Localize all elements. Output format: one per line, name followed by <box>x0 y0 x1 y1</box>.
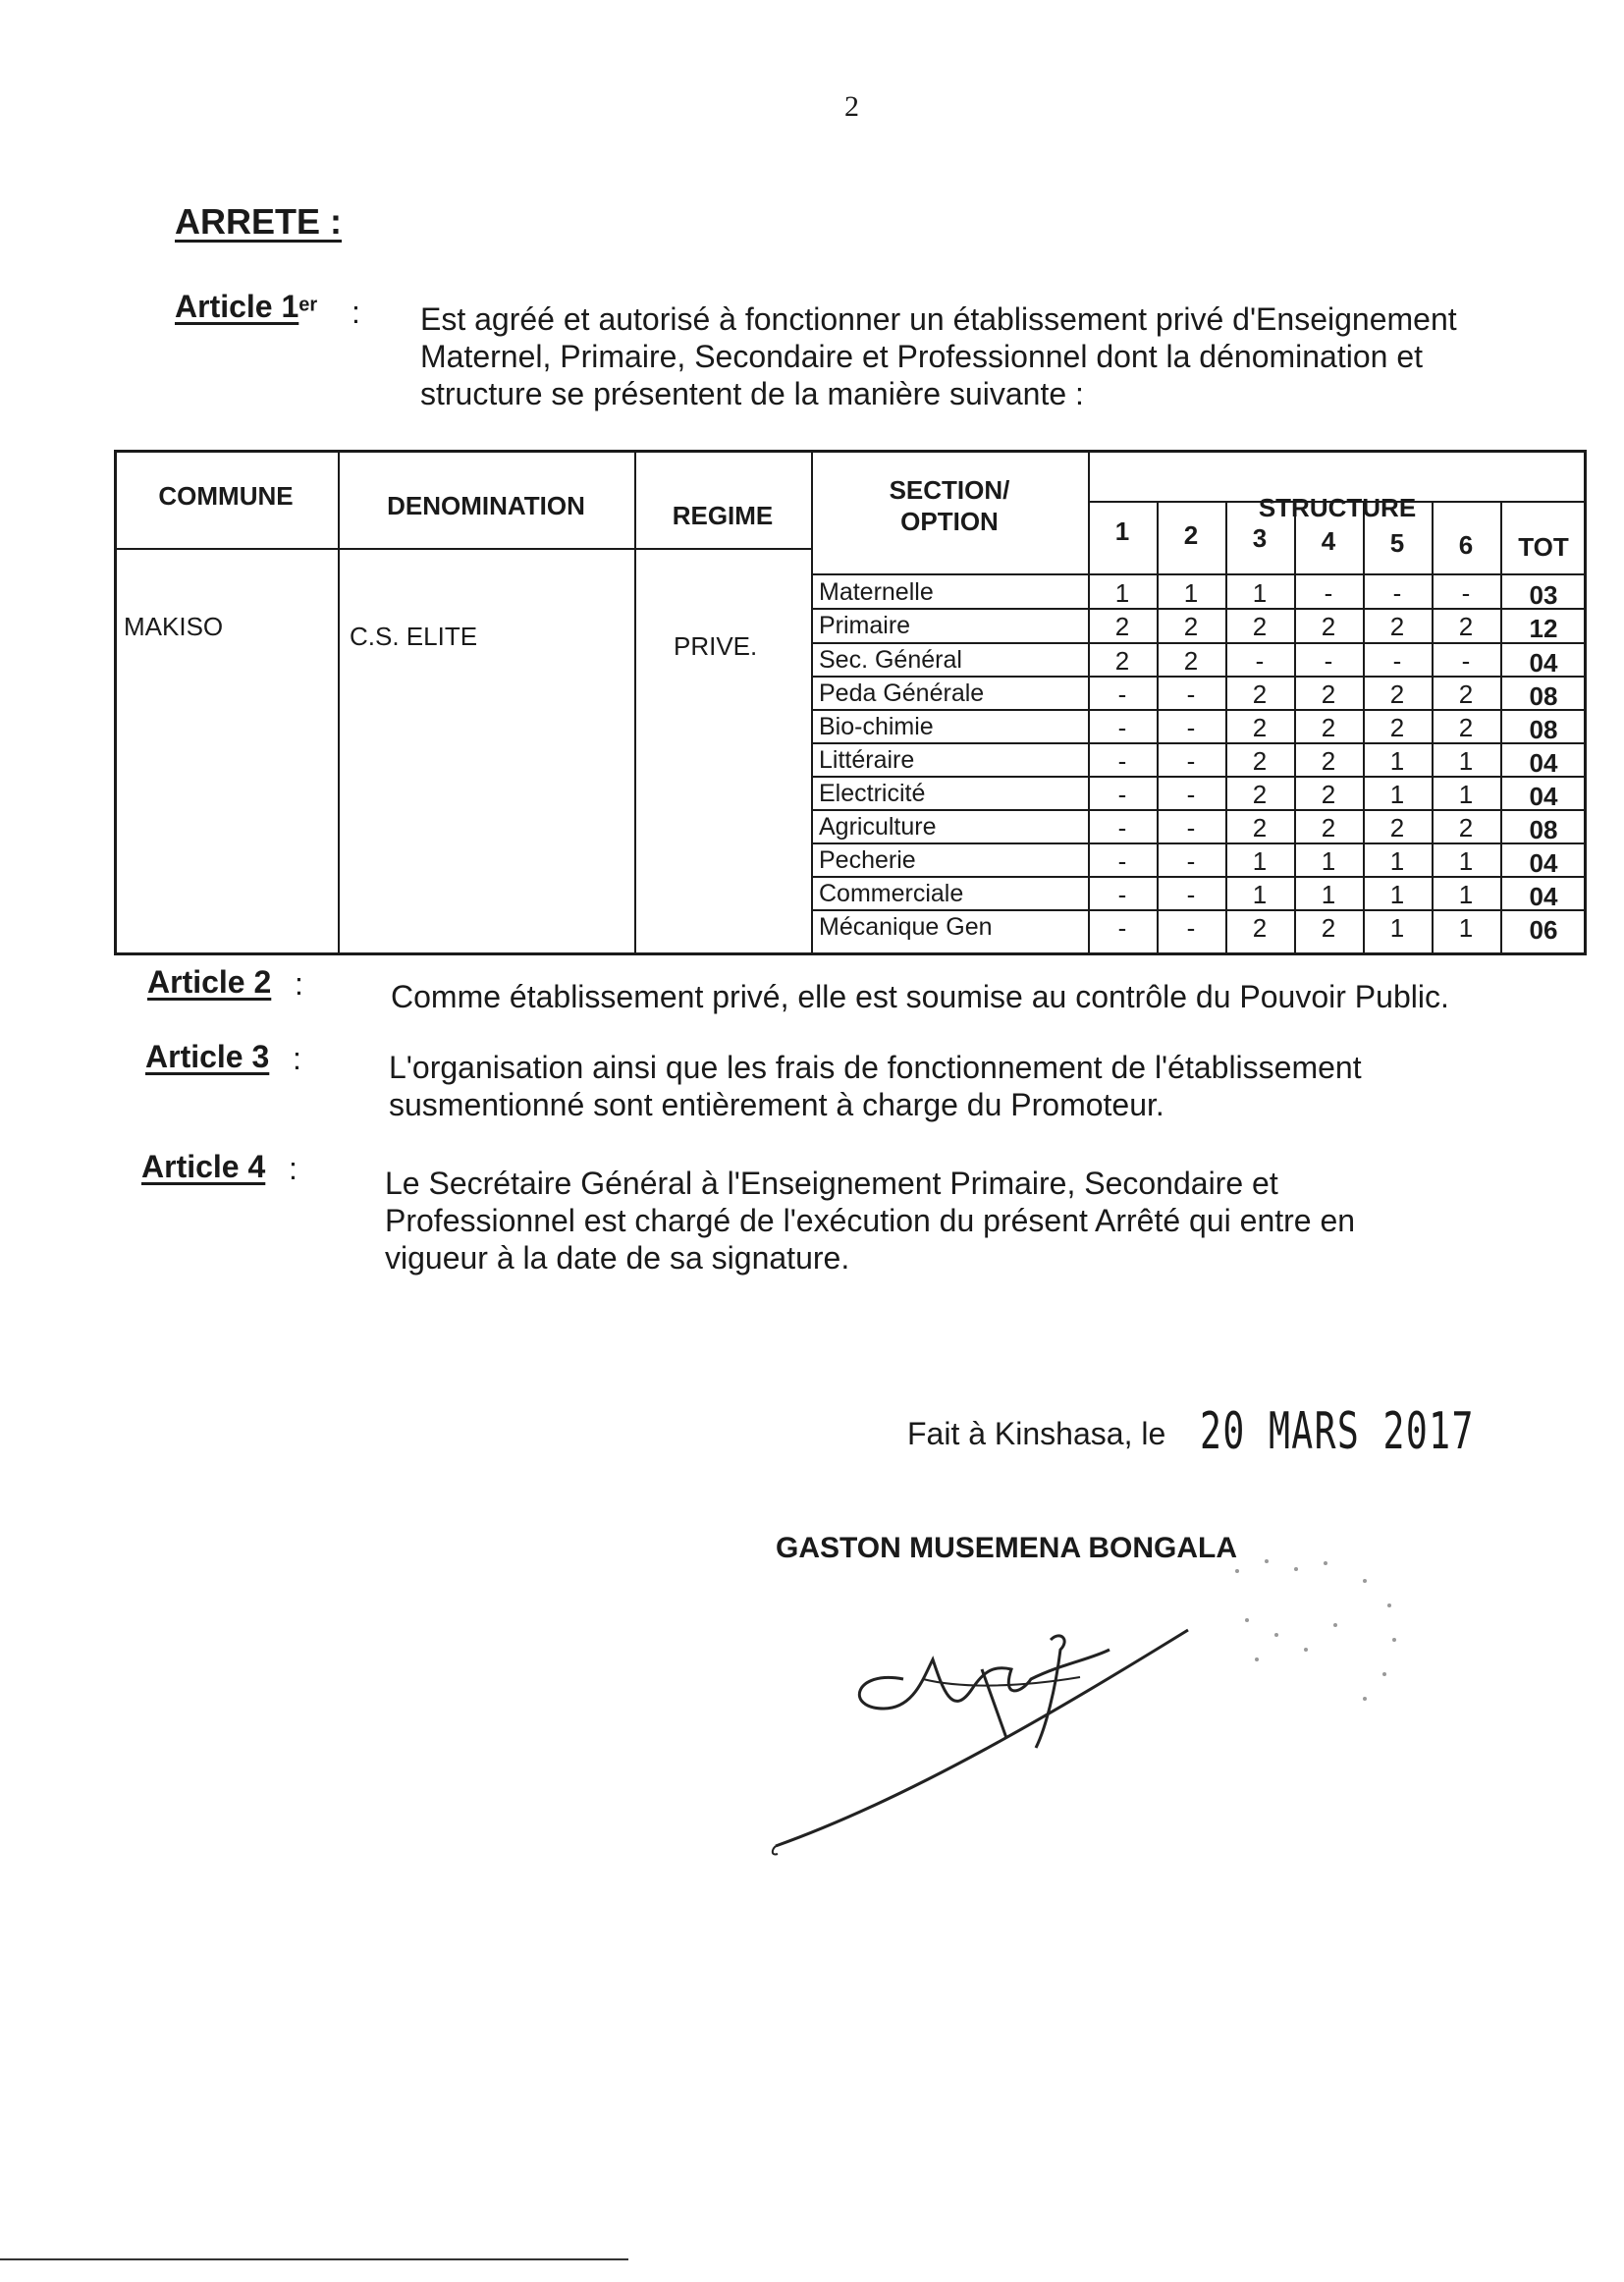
header-year: 1 <box>1114 516 1130 546</box>
year-cell: 2 <box>1458 679 1474 709</box>
year-cell: 2 <box>1458 713 1474 742</box>
article-2-colon: : <box>295 966 303 1002</box>
article-2-label: Article 2 <box>147 964 272 1000</box>
article-2-text <box>391 978 1500 1015</box>
article-1-colon: : <box>352 295 360 330</box>
article-3-colon: : <box>293 1041 301 1076</box>
year-cell: 1 <box>1389 746 1405 776</box>
year-cell: 2 <box>1321 746 1336 776</box>
year-cell: 1 <box>1252 578 1268 608</box>
article-1-line: Maternel, Primaire, Secondaire et Professionnel dont la dénomination et <box>420 339 1424 374</box>
scan-edge-line <box>0 2258 628 2260</box>
year-cell: 2 <box>1321 713 1336 742</box>
signoff-date: 20 MARS 2017 <box>1200 1402 1475 1461</box>
year-cell: 1 <box>1252 846 1268 876</box>
year-cell: 2 <box>1389 713 1405 742</box>
signoff-place: Fait à Kinshasa, le <box>907 1416 1166 1451</box>
year-cell: 2 <box>1252 913 1268 943</box>
article-3-text <box>389 1049 1494 1123</box>
year-cell: 1 <box>1252 880 1268 909</box>
decree-heading: ARRETE : <box>175 201 342 242</box>
article-3-line: L'organisation ainsi que les frais de fonctionnement de l'établissement <box>389 1050 1362 1085</box>
year-cell: - <box>1186 813 1196 842</box>
year-cell: 2 <box>1252 780 1268 809</box>
article-4-line: Professionnel est chargé de l'exécution du présent Arrêté qui entre en <box>385 1203 1356 1238</box>
article-4-line: Le Secrétaire Général à l'Enseignement Primaire, Secondaire et <box>385 1166 1278 1201</box>
article-3-line: susmentionné sont entièrement à charge du Promoteur. <box>389 1087 1164 1122</box>
option-label: Commerciale <box>819 880 964 907</box>
year-cell: 2 <box>1114 612 1130 641</box>
year-cell: 2 <box>1389 612 1405 641</box>
year-cell: 1 <box>1183 578 1199 608</box>
year-cell: 1 <box>1321 846 1336 876</box>
year-cell: 2 <box>1389 813 1405 842</box>
year-cell: - <box>1117 746 1127 776</box>
option-label: Mécanique Gen <box>819 913 993 941</box>
cell-regime: PRIVE. <box>674 631 758 661</box>
option-label: Peda Générale <box>819 679 985 707</box>
cell-denomination: C.S. ELITE <box>350 622 478 651</box>
option-label: Primaire <box>819 612 911 639</box>
year-cell: - <box>1117 846 1127 876</box>
year-cell: - <box>1117 913 1127 943</box>
header-structure: STRUCTURE <box>1258 493 1417 522</box>
year-cell: 2 <box>1252 813 1268 842</box>
year-cell: 1 <box>1114 578 1130 608</box>
year-cell: - <box>1117 713 1127 742</box>
year-cell: - <box>1186 746 1196 776</box>
article-1-label-wrap <box>175 289 317 325</box>
cell-commune: MAKISO <box>124 612 224 641</box>
year-cell: 1 <box>1321 880 1336 909</box>
article-1-line: Est agréé et autorisé à fonctionner un établissement privé d'Enseignement <box>420 301 1457 337</box>
option-label: Littéraire <box>819 746 915 774</box>
year-cell: - <box>1461 646 1471 676</box>
year-cell: 2 <box>1321 679 1336 709</box>
structure-table <box>114 450 1587 955</box>
year-cell: 1 <box>1389 780 1405 809</box>
year-cell: 2 <box>1252 713 1268 742</box>
total-cell: 08 <box>1529 815 1558 844</box>
year-cell: 2 <box>1252 612 1268 641</box>
year-cell: 2 <box>1321 813 1336 842</box>
total-cell: 08 <box>1529 681 1558 711</box>
article-4-line: vigueur à la date de sa signature. <box>385 1240 850 1276</box>
year-cell: - <box>1117 679 1127 709</box>
option-label: Bio-chimie <box>819 713 934 740</box>
year-cell: 1 <box>1389 880 1405 909</box>
year-cell: - <box>1255 646 1265 676</box>
total-cell: 04 <box>1529 882 1558 911</box>
year-cell: - <box>1392 646 1402 676</box>
header-commune: COMMUNE <box>158 481 294 511</box>
header-year: 2 <box>1183 520 1199 550</box>
option-label: Agriculture <box>819 813 937 841</box>
header-option: OPTION <box>900 507 999 536</box>
year-cell: 1 <box>1389 846 1405 876</box>
header-year: 4 <box>1321 526 1336 556</box>
year-cell: - <box>1186 780 1196 809</box>
page-number: 2 <box>844 90 859 123</box>
year-cell: 1 <box>1458 846 1474 876</box>
article-4-colon: : <box>289 1151 298 1186</box>
article-3-label: Article 3 <box>145 1039 270 1074</box>
year-cell: - <box>1186 846 1196 876</box>
year-cell: 1 <box>1458 746 1474 776</box>
article-4-label: Article 4 <box>141 1149 266 1184</box>
total-cell: 03 <box>1529 580 1558 610</box>
header-regime: REGIME <box>672 501 774 530</box>
year-cell: 2 <box>1252 746 1268 776</box>
year-cell: 2 <box>1114 646 1130 676</box>
year-cell: 2 <box>1458 813 1474 842</box>
year-cell: - <box>1461 578 1471 608</box>
total-cell: 04 <box>1529 782 1558 811</box>
total-cell: 12 <box>1529 614 1558 643</box>
year-cell: 1 <box>1458 780 1474 809</box>
year-cell: 1 <box>1458 913 1474 943</box>
article-1-line: structure se présentent de la manière suivante : <box>420 376 1084 411</box>
signer-name: GASTON MUSEMENA BONGALA <box>776 1532 1238 1564</box>
year-cell: 2 <box>1389 679 1405 709</box>
total-cell: 04 <box>1529 848 1558 878</box>
year-cell: 2 <box>1183 646 1199 676</box>
option-label: Pecherie <box>819 846 916 874</box>
header-year: 3 <box>1252 523 1268 553</box>
year-cell: - <box>1392 578 1402 608</box>
article-1-text <box>420 300 1540 412</box>
year-cell: - <box>1186 913 1196 943</box>
header-section: SECTION/ <box>889 475 1010 505</box>
year-cell: 2 <box>1183 612 1199 641</box>
total-cell: 04 <box>1529 748 1558 778</box>
year-cell: - <box>1186 713 1196 742</box>
total-cell: 08 <box>1529 715 1558 744</box>
year-cell: - <box>1186 679 1196 709</box>
article-4-text <box>385 1165 1492 1277</box>
year-cell: 1 <box>1389 913 1405 943</box>
year-cell: - <box>1117 880 1127 909</box>
total-cell: 06 <box>1529 915 1558 945</box>
article-1-sup: er <box>298 294 318 316</box>
article-1-label: Article 1 <box>175 289 299 324</box>
header-total: TOT <box>1518 532 1569 562</box>
article-2-line: Comme établissement privé, elle est soumise au contrôle du Pouvoir Public. <box>391 979 1449 1014</box>
year-cell: - <box>1117 780 1127 809</box>
year-cell: 2 <box>1252 679 1268 709</box>
total-cell: 04 <box>1529 648 1558 678</box>
year-cell: - <box>1186 880 1196 909</box>
header-year: 5 <box>1389 528 1405 558</box>
option-label: Electricité <box>819 780 926 807</box>
year-cell: - <box>1117 813 1127 842</box>
year-cell: - <box>1324 646 1333 676</box>
year-cell: 2 <box>1321 780 1336 809</box>
year-cell: - <box>1324 578 1333 608</box>
header-denomination: DENOMINATION <box>387 491 585 520</box>
stamp-graphic <box>1218 1551 1414 1728</box>
year-cell: 1 <box>1458 880 1474 909</box>
year-cell: 2 <box>1458 612 1474 641</box>
option-label: Sec. Général <box>819 646 962 674</box>
header-year: 6 <box>1458 530 1474 560</box>
year-cell: 2 <box>1321 612 1336 641</box>
option-label: Maternelle <box>819 578 934 606</box>
year-cell: 2 <box>1321 913 1336 943</box>
